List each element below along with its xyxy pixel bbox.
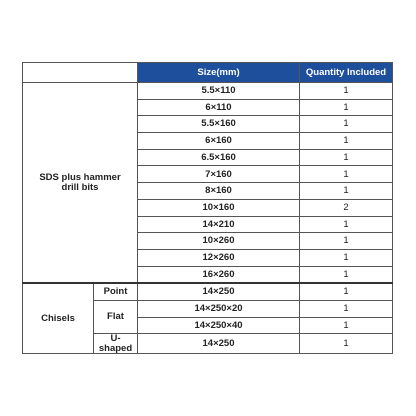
size-cell: 14×210 (138, 216, 300, 233)
size-cell: 10×160 (138, 199, 300, 216)
quantity-cell: 1 (300, 300, 393, 317)
size-cell: 5.5×160 (138, 116, 300, 133)
header-quantity: Quantity Included (300, 63, 393, 83)
quantity-cell: 1 (300, 233, 393, 250)
product-spec-table (22, 62, 393, 354)
quantity-cell: 1 (300, 133, 393, 150)
size-cell: 5.5×110 (138, 83, 300, 100)
quantity-cell: 1 (300, 83, 393, 100)
quantity-cell: 1 (300, 216, 393, 233)
group-label-sds (23, 83, 138, 284)
quantity-cell: 1 (300, 317, 393, 334)
table-header-row (23, 63, 393, 83)
size-cell: 8×160 (138, 183, 300, 200)
quantity-cell: 1 (300, 266, 393, 283)
group-label-sds-line2: drill bits (61, 181, 99, 193)
size-cell: 10×260 (138, 233, 300, 250)
quantity-cell: 1 (300, 283, 393, 300)
table-row (23, 83, 393, 100)
size-cell: 14×250×20 (138, 300, 300, 317)
quantity-cell: 2 (300, 199, 393, 216)
size-cell: 6.5×160 (138, 149, 300, 166)
group-label-chisels: Chisels (23, 283, 94, 354)
sub-label-u-shaped: U-shaped (94, 334, 138, 354)
size-cell: 14×250 (138, 334, 300, 354)
quantity-cell: 1 (300, 116, 393, 133)
table-row (23, 283, 393, 300)
header-size: Size(mm) (138, 63, 300, 83)
size-cell: 6×110 (138, 99, 300, 116)
size-cell: 14×250×40 (138, 317, 300, 334)
quantity-cell: 1 (300, 166, 393, 183)
size-cell: 7×160 (138, 166, 300, 183)
sub-label-point: Point (94, 283, 138, 300)
size-cell: 6×160 (138, 133, 300, 150)
size-cell: 16×260 (138, 266, 300, 283)
size-cell: 14×250 (138, 283, 300, 300)
group-label-sds-line1: SDS plus hammer (39, 172, 121, 184)
quantity-cell: 1 (300, 249, 393, 266)
size-cell: 12×260 (138, 249, 300, 266)
sub-label-flat: Flat (94, 300, 138, 333)
quantity-cell: 1 (300, 183, 393, 200)
quantity-cell: 1 (300, 99, 393, 116)
header-blank-cell (23, 63, 138, 83)
quantity-cell: 1 (300, 149, 393, 166)
quantity-cell: 1 (300, 334, 393, 354)
